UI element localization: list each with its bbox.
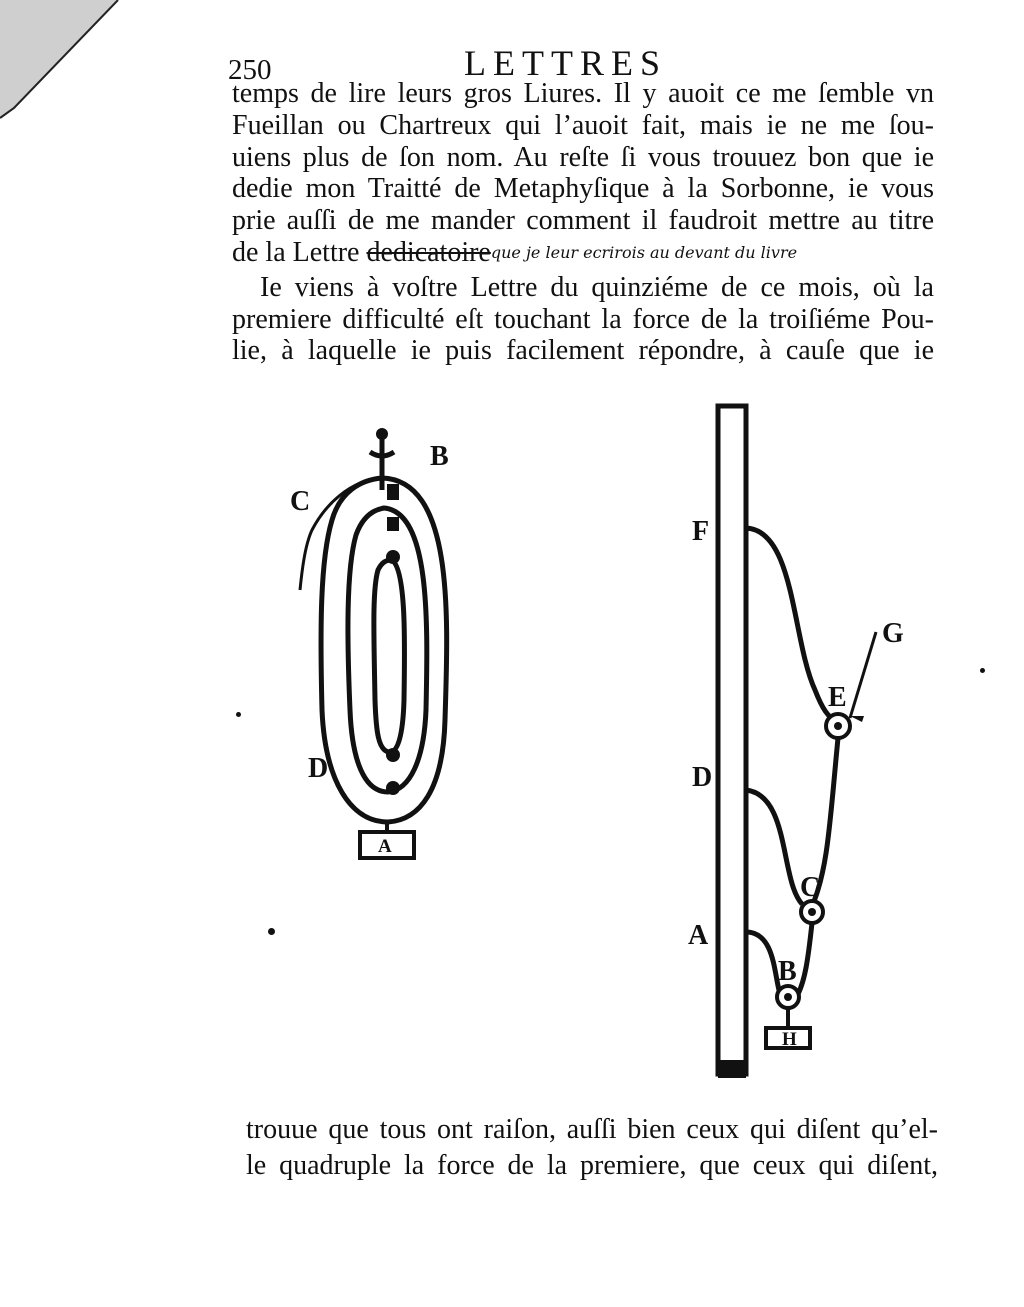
page-corner-shadow	[0, 0, 140, 160]
figure-right-pulley-system	[680, 400, 930, 1090]
label-d: D	[308, 753, 329, 784]
text-line-annotated	[232, 237, 934, 272]
text-line: Ie viens à voſtre Lettre du quinziéme de ce mois, où la	[260, 271, 934, 303]
text-line: trouue que tous ont raiſon, auſſi bien ceux qui diſent qu’el-	[246, 1114, 938, 1145]
ink-speck	[268, 928, 275, 935]
label-b: B	[778, 956, 797, 987]
text-line: prie auſſi de me mander comment il faudroit mettre au titre	[232, 205, 934, 237]
label-a: A	[688, 920, 709, 951]
text-line: lie, à laquelle ie puis facilement répondre, à cauſe que ie	[232, 335, 934, 367]
label-a: A	[378, 836, 392, 857]
body-text-top	[232, 78, 934, 367]
text-line: Fueillan ou Chartreux qui l’auoit fait, mais ie ne me ſou-	[232, 109, 934, 141]
body-text-bottom	[246, 1112, 938, 1184]
text-line: premiere difficulté eſt touchant la force de la troiſiéme Pou-	[232, 303, 934, 335]
label-h: H	[782, 1029, 797, 1050]
figure-left-pulley-loop	[280, 420, 480, 870]
text-line: uiens plus de ſon nom. Au reſte ſi vous trouuez bon que ie	[232, 141, 934, 173]
label-f: F	[692, 516, 710, 547]
label-d: D	[692, 762, 713, 793]
page-number: 250	[228, 54, 272, 86]
label-c: C	[290, 486, 311, 517]
label-c: C	[800, 872, 821, 903]
struck-word: dedicatoire	[366, 236, 491, 268]
text-line: temps de lire leurs gros Liures. Il y auoit ce me ſemble vn	[232, 78, 934, 109]
ink-speck	[980, 668, 985, 673]
text-line: dedie mon Traitté de Metaphyſique à la Sorbonne, ie vous	[232, 173, 934, 205]
text-line: le quadruple la force de la premiere, que ceux qui diſent,	[246, 1150, 938, 1181]
label-g: G	[882, 618, 904, 649]
label-b: B	[430, 441, 449, 472]
text-fragment: de la Lettre	[232, 236, 367, 268]
handwritten-annotation: que je leur ecrirois au devant du livre	[490, 242, 798, 262]
ink-speck	[236, 712, 241, 717]
running-head: LETTRES	[464, 43, 667, 83]
label-e: E	[828, 682, 847, 713]
